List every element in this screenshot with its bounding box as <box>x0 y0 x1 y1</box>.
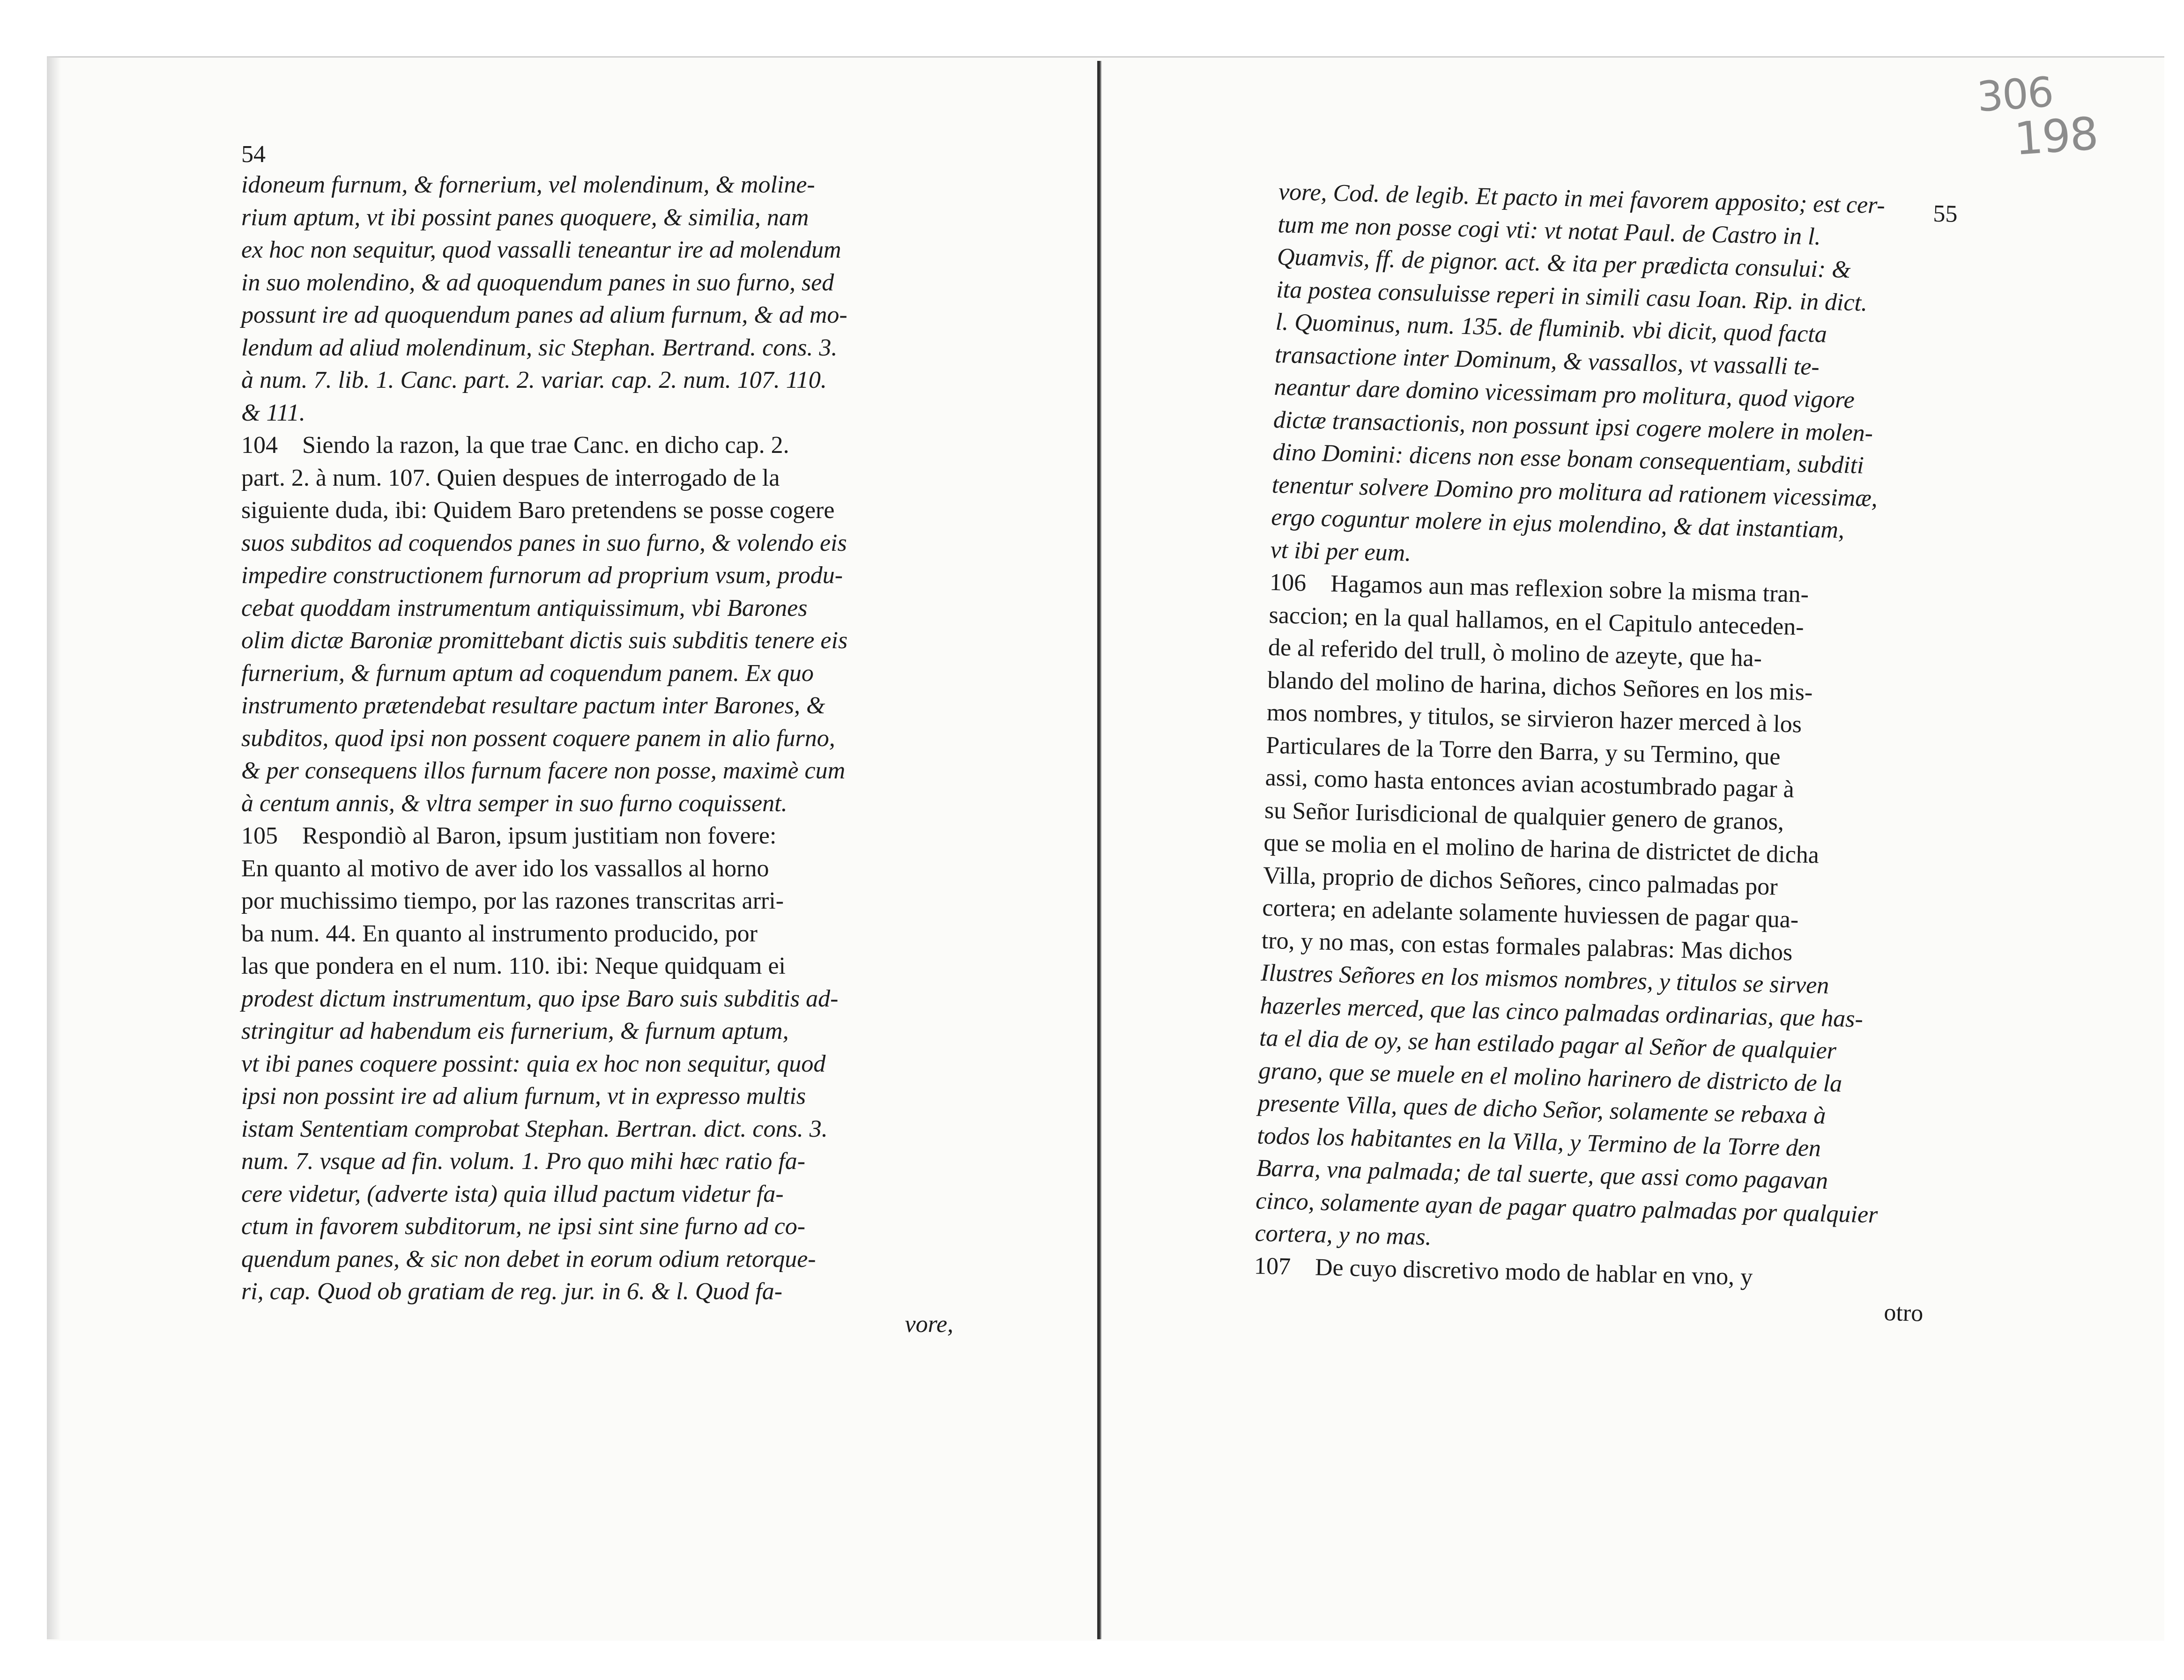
text-line: cebat quoddam instrumentum antiquissimum, vbi Barones <box>241 594 808 622</box>
text-line: Ilustres Señores en los mismos nombres, y titulos se sirven <box>1260 959 1829 999</box>
text-line: possunt ire ad quoquendum panes ad alium furnum, & ad mo- <box>241 302 847 328</box>
text-line: siguiente duda, ibi: Quidem Baro pretendens se posse cogere <box>241 497 835 524</box>
paragraph-number: 104 <box>241 432 278 459</box>
text-line: & 111. <box>241 399 305 426</box>
text-line: de al referido del trull, ò molino de azeyte, que ha- <box>1268 634 1762 672</box>
text-line: instrumento prætendebat resultare pactum inter Barones, & <box>241 692 825 719</box>
text-line: todos los habitantes en la Villa, y Termino de la Torre den <box>1256 1122 1821 1162</box>
latin-passage <box>1270 176 1949 581</box>
text-line: ita postea consuluisse reperi in simili casu Ioan. Rip. in dict. <box>1276 276 1868 317</box>
text-line: transactione inter Dominum, & vassallos, vt vassalli te- <box>1274 341 1820 380</box>
text-line: Particulares de la Torre den Barra, y su Termino, que <box>1265 732 1781 770</box>
text-line: & per consequens illos furnum facere non posse, maximè cum <box>241 757 846 784</box>
text-line: neantur dare domino vicessimam pro molitura, quod vigore <box>1274 373 1855 414</box>
paragraph-number: 105 <box>241 822 278 849</box>
text-line: rium aptum, vt ibi possint panes quoquere, & similia, nam <box>241 204 809 231</box>
text-line: vt ibi per eum. <box>1270 536 1411 567</box>
catchword: vore, <box>905 1310 953 1338</box>
text-line: dictæ transactionis, non possunt ipsi cogere molere in molen- <box>1273 406 1873 447</box>
text-line: su Señor Iurisdicional de qualquier genero de granos, <box>1264 797 1784 836</box>
text-line: Barra, vna palmada; de tal suerte, que assi como pagavan <box>1256 1155 1828 1195</box>
text-line: ta el dia de oy, se han estilado pagar al Señor de qualquier <box>1259 1024 1837 1065</box>
text-line: Quamvis, ff. de pignor. act. & ita per prædicta consului: & <box>1277 243 1851 283</box>
page-number: 54 <box>241 141 266 168</box>
text-line: blando del molino de harina, dichos Señores en los mis- <box>1267 666 1813 706</box>
text-line: ri, cap. Quod ob gratiam de reg. jur. in 6. & l. Quod fa- <box>241 1278 783 1305</box>
text-line: ba num. 44. En quanto al instrumento producido, por <box>241 920 758 947</box>
text-line: in suo molendino, & ad quoquendum panes in suo furno, sed <box>241 269 834 296</box>
text-line: tro, y no mas, con estas formales palabras: Mas dichos <box>1261 927 1793 966</box>
page-number: 55 <box>1932 200 1958 228</box>
paragraph-105 <box>241 820 953 1308</box>
text-line: olim dictæ Baroniæ promittebant dictis suis subditis tenere eis <box>241 627 848 654</box>
catchword: otro <box>1883 1299 1924 1327</box>
text-line: num. 7. vsque ad fin. volum. 1. Pro quo mihi hæc ratio fa- <box>241 1148 806 1175</box>
text-line: cinco, solamente ayan de pagar quatro palmadas por qualquier <box>1255 1187 1878 1229</box>
text-line: impedire constructionem furnorum ad proprium vsum, produ- <box>241 562 843 589</box>
latin-passage <box>241 169 953 429</box>
text-line: vt ibi panes coquere possint: quia ex hoc non sequitur, quod <box>241 1050 826 1077</box>
text-line: ipsi non possint ire ad alium furnum, vt in expresso multis <box>241 1083 806 1110</box>
text-line: assi, como hasta entonces avian acostumbrado pagar à <box>1265 764 1795 803</box>
text-line: tum me non posse cogi vti: vt notat Paul. de Castro in l. <box>1277 211 1821 250</box>
text-line: ctum in favorem subditorum, ne ipsi sint sine furno ad co- <box>241 1213 806 1240</box>
text-line: hazerles merced, que las cinco palmadas ordinarias, que has- <box>1260 992 1864 1033</box>
text-line: En quanto al motivo de aver ido los vassallos al horno <box>241 855 769 882</box>
text-line: dino Domini: dicens non esse bonam consequentiam, subditi <box>1272 438 1865 479</box>
page-edge-shadow <box>47 56 61 1639</box>
text-line: las que pondera en el num. 110. ibi: Neque quidquam ei <box>241 953 786 979</box>
text-line: tenentur solvere Domino pro molitura ad rationem vicessimæ, <box>1271 471 1878 512</box>
text-line: idoneum furnum, & fornerium, vel molendinum, & moline- <box>241 171 815 198</box>
text-line: cortera; en adelante solamente huviessen de pagar qua- <box>1262 894 1799 933</box>
paragraph-104 <box>241 429 953 820</box>
text-line: cortera, y no mas. <box>1255 1220 1432 1251</box>
text-line: por muchissimo tiempo, por las razones transcritas arri- <box>241 888 784 914</box>
text-line: l. Quominus, num. 135. de fluminib. vbi dicit, quod facta <box>1275 308 1827 348</box>
text-line: à centum annis, & vltra semper in suo furno coquissent. <box>241 790 787 817</box>
text-line: 105 Respondiò al Baron, ipsum justitiam non fovere: <box>241 820 953 852</box>
text-line: lendum ad aliud molendinum, sic Stephan. Bertrand. cons. 3. <box>241 334 838 361</box>
paragraph-number: 107 <box>1254 1252 1291 1280</box>
text-line: quendum panes, & sic non debet in eorum odium retorque- <box>241 1245 816 1273</box>
text-line: que se molia en el molino de harina de districtet de dicha <box>1263 829 1820 869</box>
text-line: 104 Siendo la razon, la que trae Canc. en dicho cap. 2. <box>241 429 953 462</box>
paragraph-number: 106 <box>1269 569 1307 597</box>
text-line: à num. 7. lib. 1. Canc. part. 2. variar. cap. 2. num. 107. 110. <box>241 367 827 393</box>
text-line: ergo coguntur molere in ejus molendino, & dat instantiam, <box>1270 503 1845 544</box>
text-line: vore, Cod. de legib. Et pacto in mei favorem apposito; est cer- <box>1278 178 1886 219</box>
text-line: grano, que se muele en el molino harinero de districto de la <box>1258 1057 1842 1097</box>
text-line: presente Villa, ques de dicho Señor, solamente se rebaxa à <box>1257 1089 1826 1129</box>
text-line: saccion; en la qual hallamos, en el Capitulo anteceden- <box>1269 601 1805 641</box>
text-line: prodest dictum instrumentum, quo ipse Baro suis subditis ad- <box>241 985 839 1012</box>
book-gutter <box>1097 61 1102 1639</box>
folio-annotation-crossed: 306 <box>1975 67 2055 121</box>
text-line: 106 Hagamos aun mas reflexion sobre la misma tran- <box>1270 566 1940 614</box>
text-line: istam Sententiam comprobat Stephan. Bertran. dict. cons. 3. <box>241 1115 828 1142</box>
folio-annotation: 198 <box>2013 107 2099 166</box>
left-page <box>241 141 953 1340</box>
paragraph-106 <box>1255 566 1940 1265</box>
text-line: mos nombres, y titulos, se sirvieron hazer merced à los <box>1266 699 1802 738</box>
text-line: suos subditos ad coquendos panes in suo furno, & volendo eis <box>241 529 847 556</box>
text-line: 107 De cuyo discretivo modo de hablar en vno, y <box>1254 1250 1924 1297</box>
text-line: subditos, quod ipsi non possent coquere panem in alio furno, <box>241 725 835 752</box>
text-line: stringitur ad habendum eis furnerium, & furnum aptum, <box>241 1018 789 1044</box>
text-line: furnerium, & furnum aptum ad coquendum panem. Ex quo <box>241 659 814 687</box>
text-line: ex hoc non sequitur, quod vassalli teneantur ire ad molendum <box>241 237 841 263</box>
right-page <box>1253 176 1958 1330</box>
text-line: cere videtur, (adverte ista) quia illud pactum videtur fa- <box>241 1180 784 1207</box>
text-line: part. 2. à num. 107. Quien despues de interrogado de la <box>241 464 780 491</box>
text-line: Villa, proprio de dichos Señores, cinco palmadas por <box>1263 862 1778 901</box>
